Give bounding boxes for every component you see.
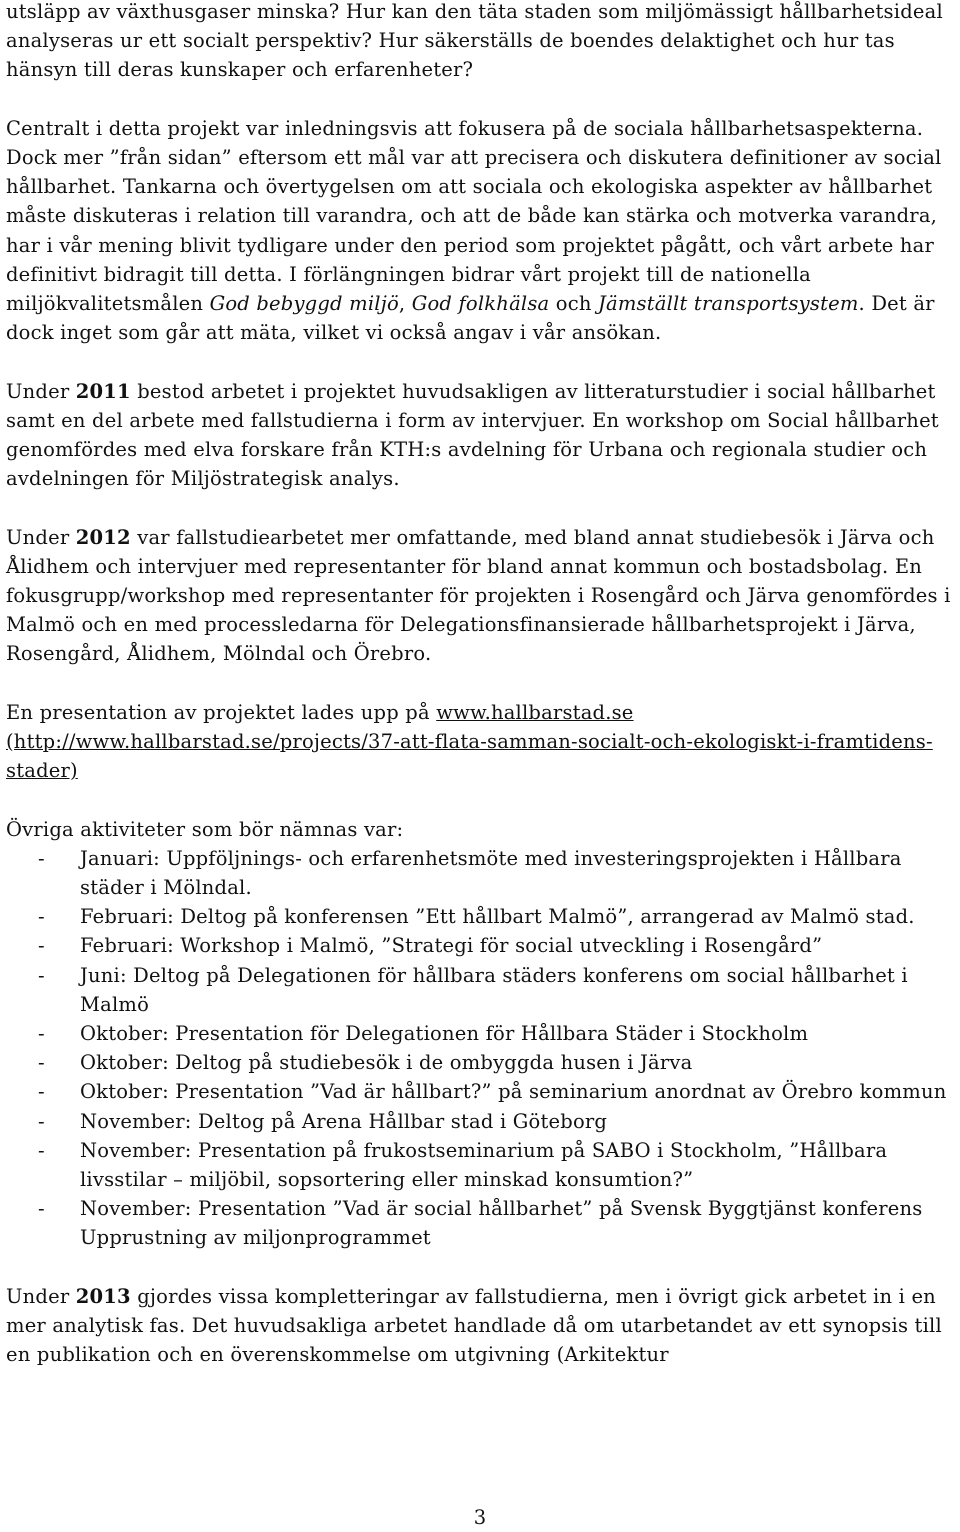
list-item-text: Februari: Deltog på konferensen ”Ett hållbart Malmö”, arrangerad av Malmö stad. bbox=[80, 905, 915, 929]
list-item bbox=[6, 1077, 954, 1106]
goal-separator-2: och bbox=[549, 292, 598, 316]
year-2011-prefix: Under bbox=[6, 379, 76, 403]
list-item bbox=[6, 902, 954, 931]
list-item bbox=[6, 1136, 954, 1194]
list-bullet: - bbox=[38, 1138, 45, 1162]
list-bullet: - bbox=[38, 1080, 45, 1104]
list-bullet: - bbox=[38, 1022, 45, 1046]
central-text-start: Centralt i detta projekt var inledningsvis att fokusera på de sociala hållbarhetsaspekterna. Dock mer ”från sidan” eftersom ett mål var att precisera och diskutera definitioner av social hållbarhet. Tankarna och övertygelsen om att sociala och ekologiska aspekter av hållbarhet måste diskuteras i relation till varandra, och att de både kan stärka och motverka varandra, har i vår mening blivit tydligare under den period som projektet pågått, och vårt arbete har definitivt bidragit till detta. I förlängningen bidrar vårt projekt till de nationella miljökvalitetsmålen bbox=[6, 116, 942, 316]
list-item-text: Januari: Uppföljnings- och erfarenhetsmöte med investeringsprojekten i Hållbara städer i Mölndal. bbox=[80, 846, 902, 900]
list-item bbox=[6, 1048, 954, 1077]
year-2011-text: bestod arbetet i projektet huvudsakligen av litteraturstudier i social hållbarhet samt en del arbete med fallstudierna i form av intervjuer. En workshop om Social hållbarhet genomfördes med elva forskare från KTH:s avdelning för Urbana och regionala studier och avdelningen för Miljöstrategisk analys. bbox=[6, 379, 939, 491]
list-item-text: Oktober: Presentation ”Vad är hållbart?” på seminarium anordnat av Örebro kommun bbox=[80, 1080, 947, 1104]
hallbarstad-link[interactable]: www.hallbarstad.se bbox=[436, 700, 634, 724]
list-item bbox=[6, 931, 954, 960]
goal-jamstallt-transportsystem: Jämställt transportsystem bbox=[598, 292, 859, 316]
goal-god-bebyggd-miljo: God bebyggd miljö bbox=[209, 292, 399, 316]
year-2012-paragraph bbox=[6, 523, 954, 669]
goal-god-folkhalsa: God folkhälsa bbox=[411, 292, 550, 316]
year-2012-prefix: Under bbox=[6, 525, 76, 549]
presentation-paragraph bbox=[6, 698, 954, 786]
list-item-text: Februari: Workshop i Malmö, ”Strategi för social utveckling i Rosengård” bbox=[80, 934, 823, 958]
list-bullet: - bbox=[38, 1197, 45, 1221]
list-item bbox=[6, 1107, 954, 1136]
list-item bbox=[6, 961, 954, 1019]
list-bullet: - bbox=[38, 1109, 45, 1133]
goal-separator-1: , bbox=[398, 292, 412, 316]
list-item bbox=[6, 1194, 954, 1252]
list-bullet: - bbox=[38, 905, 45, 929]
document-page bbox=[6, 0, 954, 1369]
list-item bbox=[6, 1019, 954, 1048]
year-2013-paragraph bbox=[6, 1282, 954, 1370]
list-item-text: November: Presentation ”Vad är social hållbarhet” på Svensk Byggtjänst konferens Upprustning av miljonprogrammet bbox=[80, 1197, 923, 1250]
list-bullet: - bbox=[38, 846, 45, 870]
activities-heading: Övriga aktiviteter som bör nämnas var: bbox=[6, 817, 404, 841]
intro-paragraph: utsläpp av växthusgaser minska? Hur kan den täta staden som miljömässigt hållbarhetsideal analyseras ur ett socialt perspektiv? Hur säkerställs de boendes delaktighet och hur tas hänsyn till deras kunskaper och erfarenheter? bbox=[6, 0, 943, 82]
list-bullet: - bbox=[38, 1051, 45, 1075]
list-item-text: Juni: Deltog på Delegationen för hållbara städers konferens om social hållbarhet i Malmö bbox=[80, 963, 908, 1016]
activities-list bbox=[6, 844, 954, 1253]
hallbarstad-project-link[interactable]: (http://www.hallbarstad.se/projects/37-att-flata-samman-socialt-och-ekologiskt-i-framtidens-stader) bbox=[6, 730, 933, 783]
list-item-text: Oktober: Presentation för Delegationen för Hållbara Städer i Stockholm bbox=[80, 1022, 809, 1046]
list-item-text: November: Presentation på frukostseminarium på SABO i Stockholm, ”Hållbara livsstilar – miljöbil, sopsortering eller minskad konsumtion?” bbox=[80, 1138, 888, 1192]
year-2012-text: var fallstudiearbetet mer omfattande, med bland annat studiebesök i Järva och Ålidhem och intervjuer med representanter för bland annat kommun och bostadsbolag. En fokusgrupp/workshop med representanter för projekten i Rosengård och Järva genomfördes i Malmö och en med processledarna för Delegationsfinansierade hållbarhetsprojekt i Järva, Rosengård, Ålidhem, Mölndal och Örebro. bbox=[6, 525, 951, 666]
year-2011-paragraph bbox=[6, 377, 954, 494]
list-item-text: Oktober: Deltog på studiebesök i de ombyggda husen i Järva bbox=[80, 1051, 693, 1075]
list-item-text: November: Deltog på Arena Hållbar stad i Göteborg bbox=[80, 1109, 608, 1133]
central-focus-paragraph bbox=[6, 114, 954, 348]
year-2013-label: 2013 bbox=[75, 1284, 131, 1308]
page-number: 3 bbox=[473, 1506, 487, 1529]
year-2013-prefix: Under bbox=[6, 1284, 76, 1308]
presentation-text: En presentation av projektet lades upp på bbox=[6, 700, 437, 724]
year-2011-label: 2011 bbox=[75, 379, 131, 403]
year-2012-label: 2012 bbox=[75, 525, 131, 549]
list-bullet: - bbox=[38, 963, 45, 987]
year-2013-text: gjordes vissa kompletteringar av fallstudierna, men i övrigt gick arbetet in i en mer analytisk fas. Det huvudsakliga arbetet handlade då om utarbetandet av ett synopsis till en publikation och en överenskommelse om utgivning (Arkitektur bbox=[6, 1284, 942, 1367]
central-text-end: . Det är dock inget som går att mäta, vilket vi också angav i vår ansökan. bbox=[6, 292, 935, 345]
list-item bbox=[6, 844, 954, 902]
list-bullet: - bbox=[38, 934, 45, 958]
